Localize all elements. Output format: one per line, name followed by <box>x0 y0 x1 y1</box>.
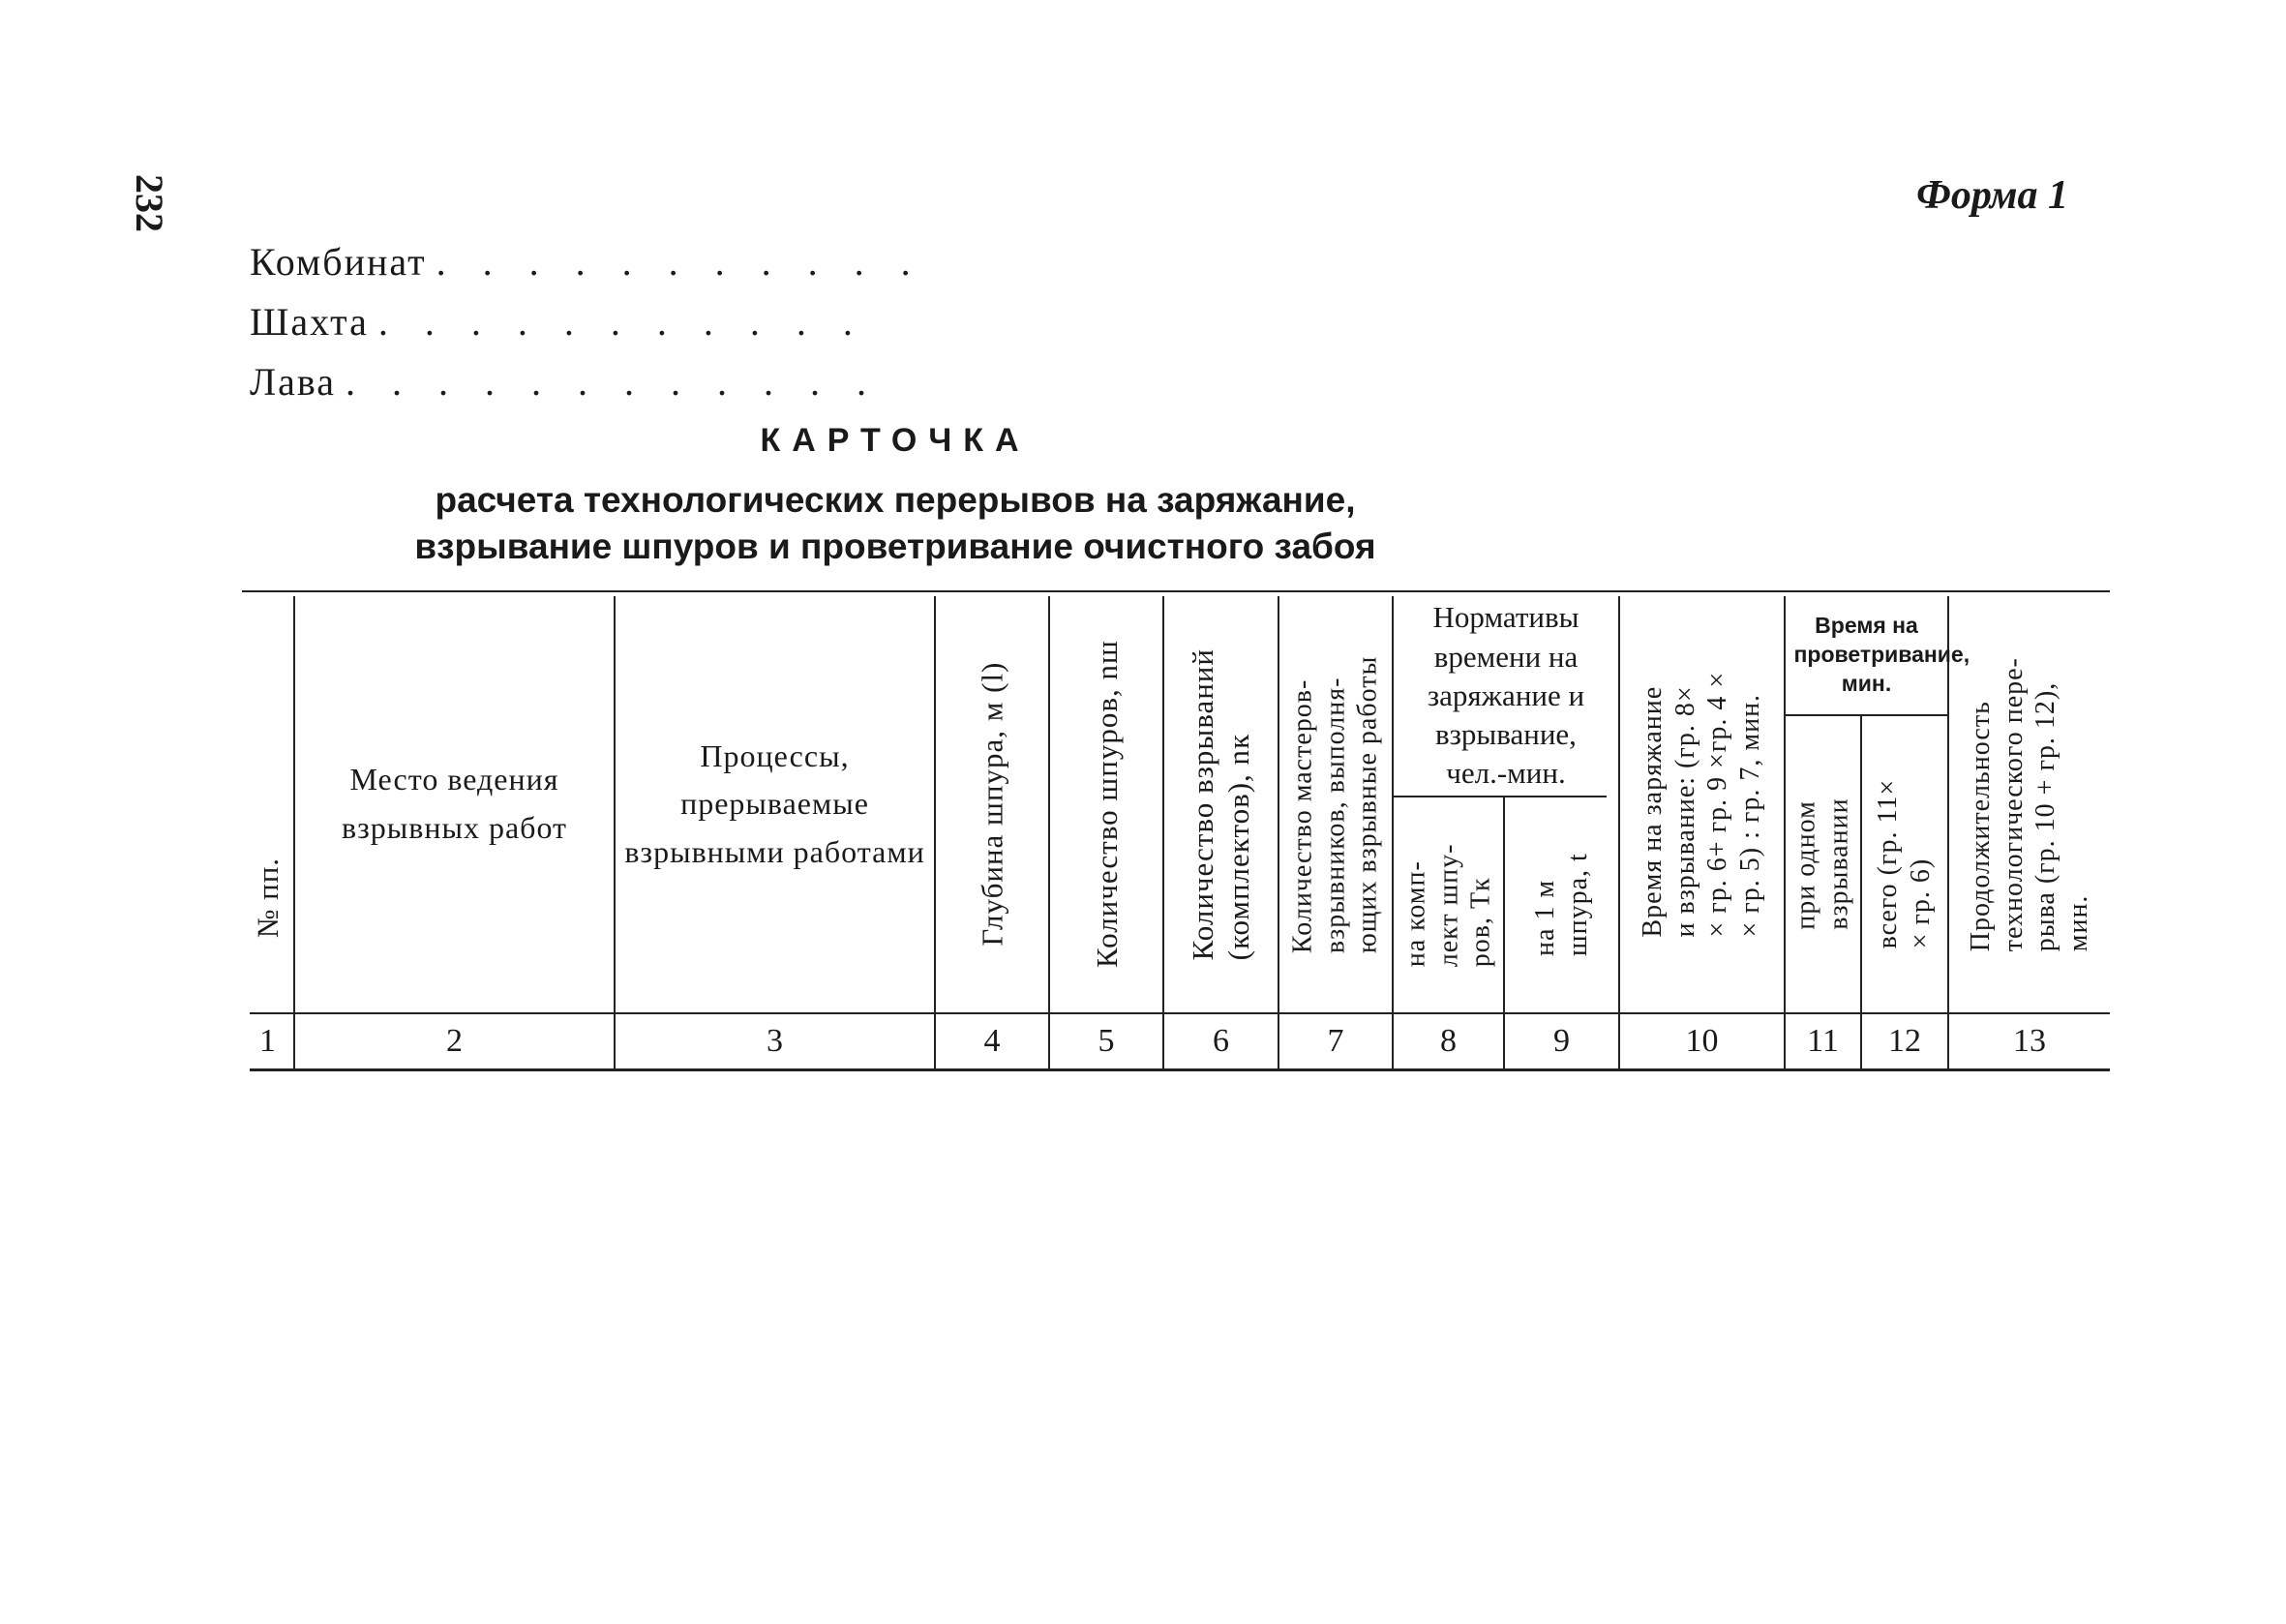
header-col-8 <box>1394 797 1503 1012</box>
header-col-11-text <box>1790 798 1855 930</box>
header-col-11-line: при одном <box>1790 800 1821 931</box>
header-col-3-text: Процессы, прерываемые взрывными работами <box>624 737 925 869</box>
header-col-7-text <box>1287 655 1385 952</box>
header-group-8-9 <box>1394 596 1618 796</box>
header-col-10-text <box>1637 672 1766 938</box>
header-field-combine <box>250 232 924 292</box>
header-col-2-text: Место ведения взрывных работ <box>341 762 568 845</box>
header-col-7-line: взрывников, выполня- <box>1320 677 1351 953</box>
header-col-10-line: Время на заряжание <box>1638 685 1669 938</box>
header-col-10-line: × гр. 5) : гр. 7, мин. <box>1735 693 1766 938</box>
header-field-dots: . . . . . . . . . . . <box>436 240 924 284</box>
header-group-11-12 <box>1786 596 1970 714</box>
column-number: 2 <box>446 1023 463 1059</box>
header-field-label: Шахта <box>250 300 369 344</box>
column-number: 11 <box>1807 1023 1839 1059</box>
header-group-8-9-text: Нормативы времени на заряжание и взрывание, чел.-мин. <box>1427 600 1585 791</box>
header-col-10 <box>1620 596 1784 1012</box>
header-col-10-line: × гр. 6+ гр. 9 ×гр. 4 × <box>1702 671 1733 938</box>
form-label: Форма 1 <box>1916 173 2068 218</box>
column-number: 10 <box>1685 1023 1719 1059</box>
header-col-13 <box>1949 596 2110 1012</box>
header-col-12-text <box>1872 779 1937 949</box>
header-col-6-line: (комплектов), nк <box>1221 733 1256 961</box>
header-col-9 <box>1505 797 1618 1012</box>
header-col-9-line: шпура, t <box>1562 853 1593 957</box>
header-col-12-line: всего (гр. 11× <box>1873 779 1904 949</box>
header-col-1 <box>242 596 293 1012</box>
header-col-6 <box>1164 596 1278 1012</box>
header-col-5-text: Количество шпуров, nш <box>1089 640 1124 969</box>
header-col-9-line: на 1 м <box>1529 880 1560 957</box>
header-col-8-line: лект шпу- <box>1432 843 1463 967</box>
column-number: 6 <box>1213 1023 1229 1059</box>
table-top-rule <box>242 590 2110 592</box>
header-col-13-text <box>1965 657 2094 951</box>
header-col-7 <box>1279 596 1392 1012</box>
header-col-4 <box>936 596 1048 1012</box>
header-fields <box>250 232 924 412</box>
header-col-7-line: ющих взрывные работы <box>1352 655 1383 953</box>
column-number: 1 <box>259 1023 276 1059</box>
header-col-13-line: рыва (гр. 10 + гр. 12), <box>2030 681 2060 952</box>
header-col-6-line: Количество взрываний <box>1186 647 1220 961</box>
header-col-6-text <box>1185 648 1256 960</box>
header-col-11 <box>1786 716 1860 1012</box>
header-col-12 <box>1862 716 1947 1012</box>
header-col-3 <box>616 596 934 1012</box>
column-number: 8 <box>1440 1023 1457 1059</box>
header-col-8-line: ров, Tк <box>1465 876 1496 967</box>
header-col-1-text: № пп. <box>250 857 285 939</box>
header-field-longwall <box>250 352 924 412</box>
header-field-dots: . . . . . . . . . . . <box>377 300 866 344</box>
page-number: 232 <box>128 174 171 232</box>
header-field-label: Лава <box>250 360 336 404</box>
header-group-11-12-text: Время на проветривание, мин. <box>1793 613 1970 696</box>
header-col-5 <box>1050 596 1162 1012</box>
header-col-8-line: на комп- <box>1400 859 1431 967</box>
header-col-2 <box>295 596 614 1012</box>
header-col-13-line: Продолжительность <box>1965 700 1996 952</box>
card-subtitle-line2: взрывание шпуров и проветривание очистного забоя <box>414 526 1376 566</box>
header-col-12-line: × гр. 6) <box>1906 858 1937 949</box>
header-col-10-line: и взрывание: (гр. 8× <box>1669 685 1700 938</box>
card-title: КАРТОЧКА <box>760 422 1031 459</box>
header-col-4-text: Глубина шпура, м (l) <box>975 662 1009 947</box>
header-col-11-line: взрывании <box>1823 797 1854 931</box>
column-number: 7 <box>1327 1023 1344 1059</box>
header-col-13-line: технологического пере- <box>1998 656 2029 952</box>
card-subtitle-line1: расчета технологических перерывов на заряжание, <box>435 480 1356 520</box>
column-number: 5 <box>1098 1023 1115 1059</box>
table-bottom-rule <box>250 1068 2110 1071</box>
header-col-7-line: Количество мастеров- <box>1287 678 1318 953</box>
header-col-13-line: мин. <box>2062 894 2093 952</box>
column-number: 4 <box>983 1023 1001 1059</box>
column-number: 12 <box>1888 1023 1921 1059</box>
header-field-dots: . . . . . . . . . . . . <box>346 360 880 404</box>
column-number: 9 <box>1553 1023 1570 1059</box>
header-field-label: Комбинат <box>250 240 427 284</box>
header-col-8-text <box>1399 843 1497 967</box>
column-number: 3 <box>767 1023 783 1059</box>
header-field-mine <box>250 292 924 352</box>
header-col-9-text <box>1529 854 1594 957</box>
column-number: 13 <box>2013 1023 2046 1059</box>
